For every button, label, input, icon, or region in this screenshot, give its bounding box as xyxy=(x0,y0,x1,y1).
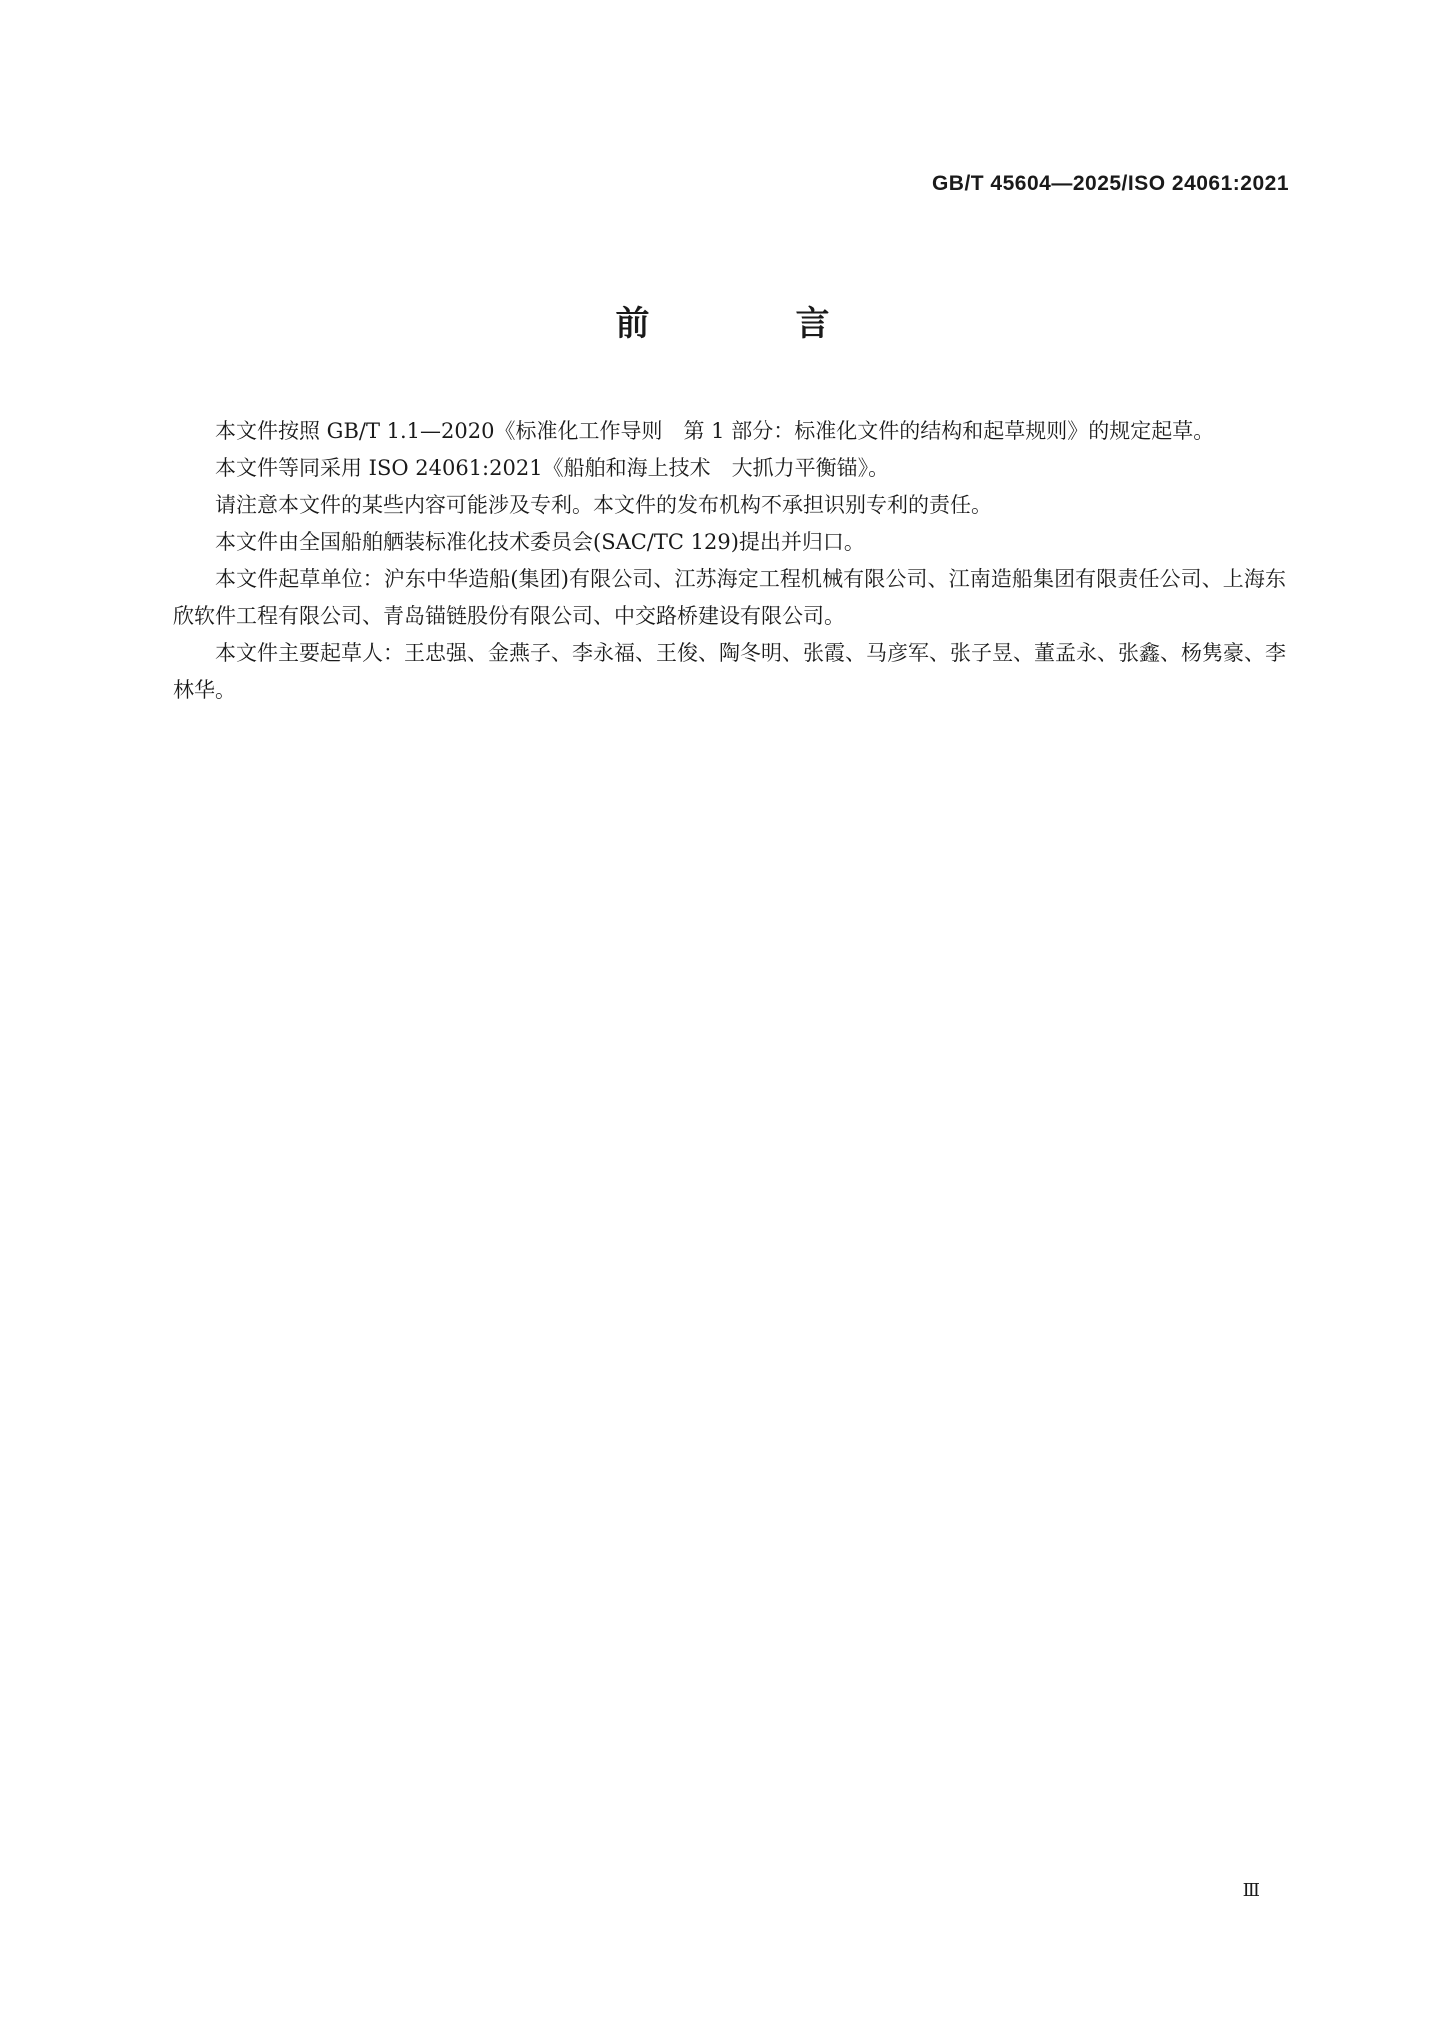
paragraph-drafters: 本文件主要起草人：王忠强、金燕子、李永福、王俊、陶冬明、张霞、马彦军、张子昱、董孟永、张鑫、杨隽豪、李林华。 xyxy=(173,641,1286,702)
page-number: Ⅲ xyxy=(1242,1880,1259,1901)
paragraph-drafting-units: 本文件起草单位：沪东中华造船(集团)有限公司、江苏海定工程机械有限公司、江南造船集团有限责任公司、上海东欣软件工程有限公司、青岛锚链股份有限公司、中交路桥建设有限公司。 xyxy=(173,567,1286,628)
paragraph-committee: 本文件由全国船舶舾装标准化技术委员会(SAC/TC 129)提出并归口。 xyxy=(215,530,865,554)
paragraph-drafting-rules: 本文件按照 GB/T 1.1—2020《标准化工作导则 第 1 部分：标准化文件的结构和起草规则》的规定起草。 xyxy=(215,419,1215,443)
standard-code: GB/T 45604—2025/ISO 24061:2021 xyxy=(931,172,1289,195)
foreword-body xyxy=(173,413,1286,709)
paragraph-adoption: 本文件等同采用 ISO 24061:2021《船舶和海上技术 大抓力平衡锚》。 xyxy=(215,456,890,480)
page-title: 前 言 xyxy=(615,304,886,344)
paragraph-patent-notice: 请注意本文件的某些内容可能涉及专利。本文件的发布机构不承担识别专利的责任。 xyxy=(215,493,992,517)
